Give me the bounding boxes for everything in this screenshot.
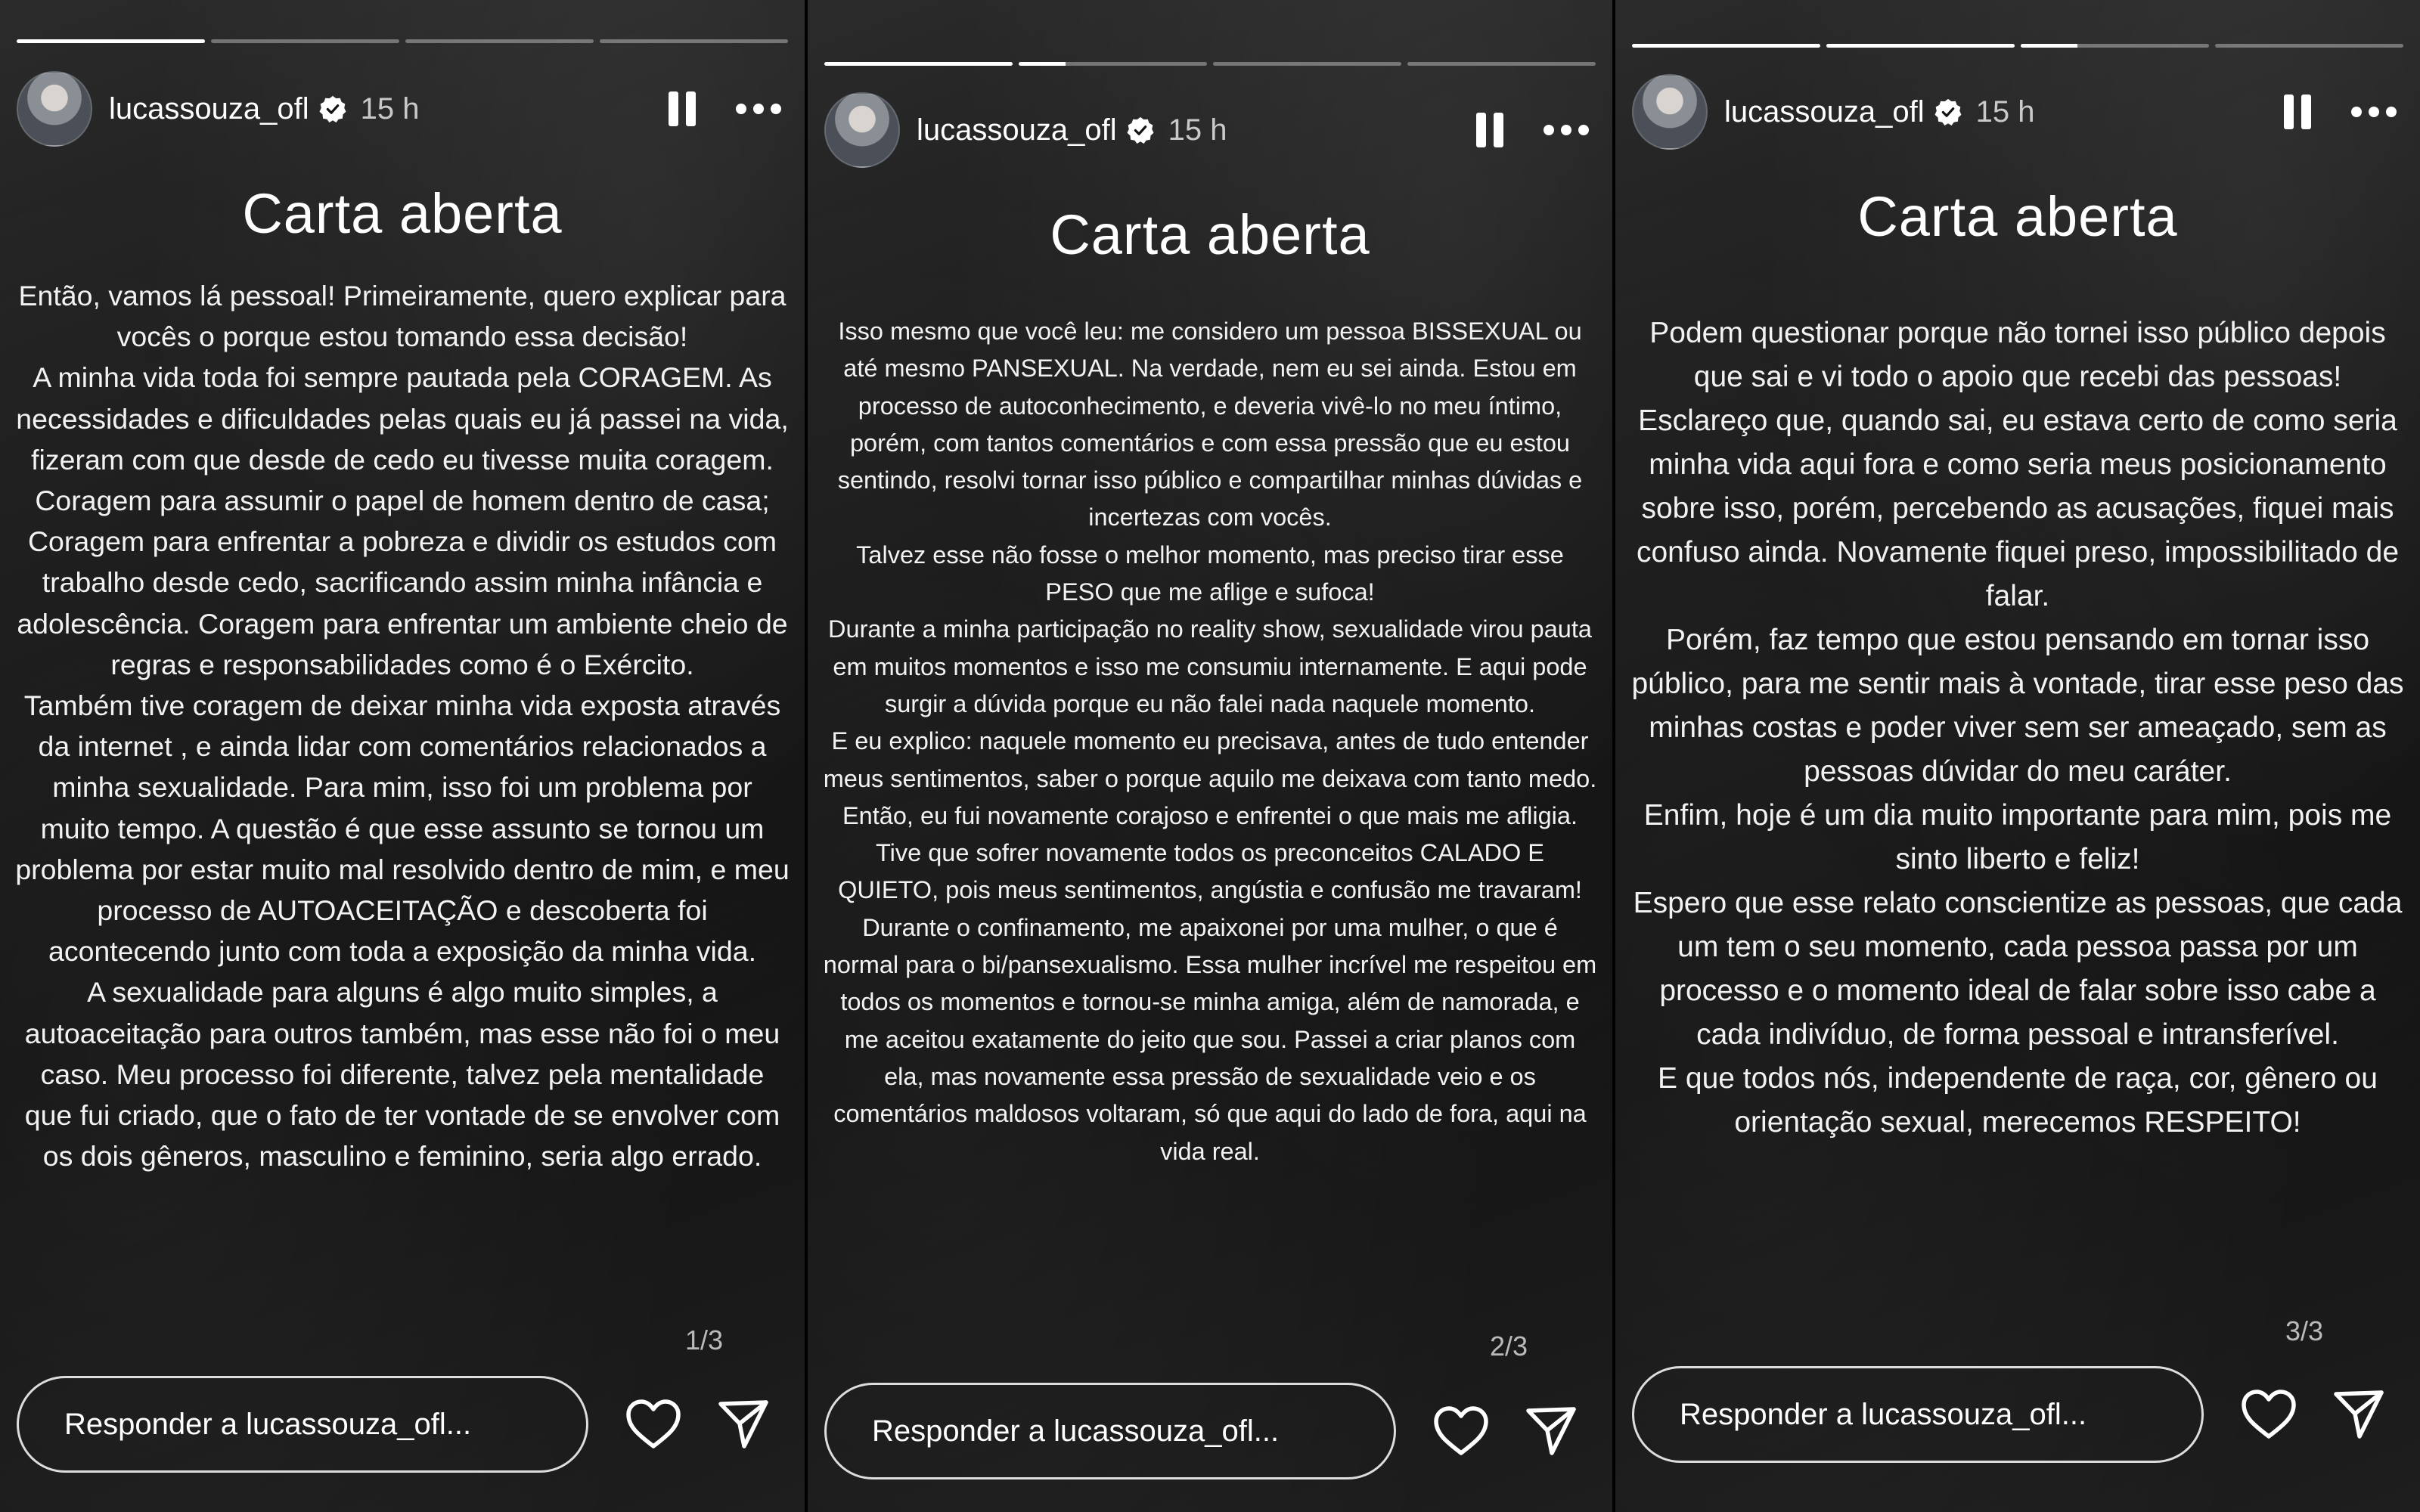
story-paragraph: Também tive coragem de deixar minha vida exposta através da internet , e ainda lidar com comentários relacionados a minha sexualidade. Para mim, isso foi um problema por muito tempo. A questão é que esse assunto se tornou um problema por estar muito mal resolvido dentro de mim, e meu processo de AUTOACEITAÇÃO e descoberta foi acontecendo junto com toda a exposição da minha vida. — [15, 689, 790, 968]
progress-segment-1 — [17, 39, 205, 43]
story-panel-1[interactable] — [0, 0, 805, 1512]
send-icon[interactable] — [717, 1398, 770, 1451]
post-time: 15 h — [1168, 113, 1227, 147]
more-options-icon[interactable] — [2350, 106, 2397, 118]
verified-badge-icon — [1934, 98, 1962, 126]
progress-segment-2 — [1826, 44, 2015, 48]
story-paragraph: A minha vida toda foi sempre pautada pela CORAGEM. As necessidades e dificuldades pelas quais eu já passei na vida, fizeram com que desde de cedo eu tivesse muita coragem. — [16, 361, 789, 476]
story-footer — [1632, 1364, 2403, 1465]
progress-segment-1 — [1632, 44, 1820, 48]
more-options-icon[interactable] — [735, 103, 782, 115]
story-panel-2[interactable] — [808, 0, 1612, 1512]
story-paragraph: E eu explico: naquele momento eu precisava, antes de tudo entender meus sentimentos, saber o porque aquilo me deixava com tanto medo. Então, eu fui novamente corajoso e enfrentei o que mais me afligia. Tive que sofrer novamente todos os preconceitos CALADO E QUIETO, pois meus sentimentos, angústia e confusão me travaram! — [823, 727, 1597, 904]
avatar[interactable] — [824, 92, 900, 168]
reply-input[interactable]: Responder a lucassouza_ofl... — [1632, 1366, 2204, 1463]
story-footer — [824, 1380, 1596, 1482]
progress-fill — [1019, 62, 1066, 66]
verified-badge-icon — [1126, 116, 1155, 144]
page-indicator: 3/3 — [2285, 1315, 2324, 1346]
story-progress-bar — [17, 39, 788, 43]
story-paragraph: Então, vamos lá pessoal! Primeiramente, quero explicar para vocês o porque estou tomando essa decisão! — [18, 280, 786, 353]
story-progress-bar — [824, 62, 1596, 66]
pause-icon[interactable] — [2284, 94, 2314, 129]
story-paragraph: Talvez esse não fosse o melhor momento, mas preciso tirar esse PESO que me aflige e sufoca! — [856, 541, 1564, 606]
username[interactable]: lucassouza_ofl — [1724, 94, 1925, 129]
send-icon[interactable] — [1525, 1405, 1578, 1458]
story-paragraph: Esclareço que, quando sai, eu estava certo de como seria minha vida aqui fora e como seria meus posicionamento sobre isso, porém, percebendo as acusações, fiquei mais confuso ainda. Novamente fiquei preso, impossibilitado de falar. — [1636, 404, 2400, 612]
story-paragraph: Isso mesmo que você leu: me considero um pessoa BISSEXUAL ou até mesmo PANSEXUAL. Na verdade, nem eu sei ainda. Estou em processo de autoconhecimento, e deveria vivê-lo no meu íntimo, porém, com tantos comentários e com essa pressão que eu estou sentindo, resolvi tornar isso público e compartilhar minhas dúvidas e incertezas com vocês. — [837, 318, 1583, 531]
progress-segment-4 — [600, 39, 788, 43]
progress-segment-1 — [824, 62, 1013, 66]
story-progress-bar — [1632, 44, 2403, 48]
page-indicator: 2/3 — [1490, 1331, 1528, 1362]
story-panel-3[interactable] — [1615, 0, 2420, 1512]
progress-fill — [17, 39, 205, 43]
story-paragraph: Durante o confinamento, me apaixonei por uma mulher, o que é normal para o bi/pansexualismo. Essa mulher incrível me respeitou em todos os momentos e tornou-se minha amiga, além de namorada, e me aceitou exatamente do jeito que sou. Passei a criar planos com ela, mas novamente essa pressão de sexualidade veio e os comentários maldosos voltaram, só que aqui do lado de fora, aqui na vida real. — [823, 913, 1597, 1165]
progress-fill — [2021, 44, 2077, 48]
verified-badge-icon — [318, 94, 347, 123]
post-time: 15 h — [1975, 94, 2035, 129]
story-title: Carta aberta — [242, 182, 563, 245]
avatar[interactable] — [1632, 74, 1708, 150]
pause-icon[interactable] — [1476, 113, 1506, 147]
progress-fill — [824, 62, 1013, 66]
progress-segment-2 — [1019, 62, 1207, 66]
reply-input[interactable]: Responder a lucassouza_ofl... — [17, 1376, 588, 1473]
story-paragraph: Coragem para assumir o papel de homem dentro de casa; Coragem para enfrentar a pobreza e dividir os estudos com trabalho desde cedo, sacrificando assim minha infância e adolescência. Coragem para enfrentar um ambiente cheio de regras e responsabilidades como é o Exército. — [17, 485, 788, 680]
username[interactable]: lucassouza_ofl — [109, 91, 309, 125]
pause-icon[interactable] — [669, 91, 699, 126]
progress-fill — [1826, 44, 2015, 48]
username[interactable]: lucassouza_ofl — [917, 113, 1117, 147]
avatar[interactable] — [17, 71, 92, 147]
story-paragraph: A sexualidade para alguns é algo muito simples, a autoaceitação para outros também, mas esse não foi o meu caso. Meu processo foi diferente, talvez pela mentalidade que fui criado, que o fato de ter vontade de se envolver com os dois gêneros, masculino e feminino, seria algo errado. — [24, 976, 780, 1173]
page-indicator: 1/3 — [685, 1325, 724, 1356]
more-options-icon[interactable] — [1543, 124, 1590, 136]
heart-icon[interactable] — [2240, 1388, 2297, 1441]
story-header — [1632, 74, 2403, 150]
progress-segment-3 — [1213, 62, 1401, 66]
story-body — [823, 313, 1597, 1170]
story-paragraph: Porém, faz tempo que estou pensando em tornar isso público, para me sentir mais à vontade, tirar esse peso das minhas costas e poder viver sem ser ameaçado, sem as pessoas dúvidar do meu caráter. — [1631, 624, 2404, 788]
story-paragraph: Enfim, hoje é um dia muito importante para mim, pois me sinto liberto e feliz! — [1643, 799, 2392, 875]
progress-segment-4 — [1407, 62, 1596, 66]
progress-segment-4 — [2215, 44, 2403, 48]
reply-input[interactable]: Responder a lucassouza_ofl... — [824, 1383, 1396, 1479]
progress-segment-3 — [2021, 44, 2209, 48]
story-paragraph: Durante a minha participação no reality show, sexualidade virou pauta em muitos momentos e isso me consumiu internamente. E aqui pode surgir a dúvida porque eu não falei nada naquele momento. — [828, 615, 1592, 717]
send-icon[interactable] — [2332, 1388, 2385, 1441]
story-body — [15, 275, 790, 1176]
heart-icon[interactable] — [1432, 1405, 1490, 1458]
story-body — [1630, 311, 2405, 1145]
heart-icon[interactable] — [625, 1398, 682, 1451]
story-paragraph: E que todos nós, independente de raça, cor, gênero ou orientação sexual, merecemos RESPEITO! — [1658, 1062, 2378, 1139]
post-time: 15 h — [360, 91, 420, 125]
story-title: Carta aberta — [1857, 185, 2178, 248]
story-header — [824, 92, 1596, 168]
story-title: Carta aberta — [1050, 203, 1370, 266]
story-footer — [17, 1374, 788, 1475]
story-header — [17, 71, 788, 147]
progress-segment-2 — [211, 39, 399, 43]
story-paragraph: Podem questionar porque não tornei isso público depois que sai e vi todo o apoio que recebi das pessoas! — [1649, 317, 2386, 393]
progress-segment-3 — [405, 39, 594, 43]
story-paragraph: Espero que esse relato conscientize as pessoas, que cada um tem o seu momento, cada pessoa passa por um processo e o momento ideal de falar sobre isso cabe a cada indivíduo, de forma pessoal e intransferível. — [1633, 887, 2403, 1051]
progress-fill — [1632, 44, 1820, 48]
